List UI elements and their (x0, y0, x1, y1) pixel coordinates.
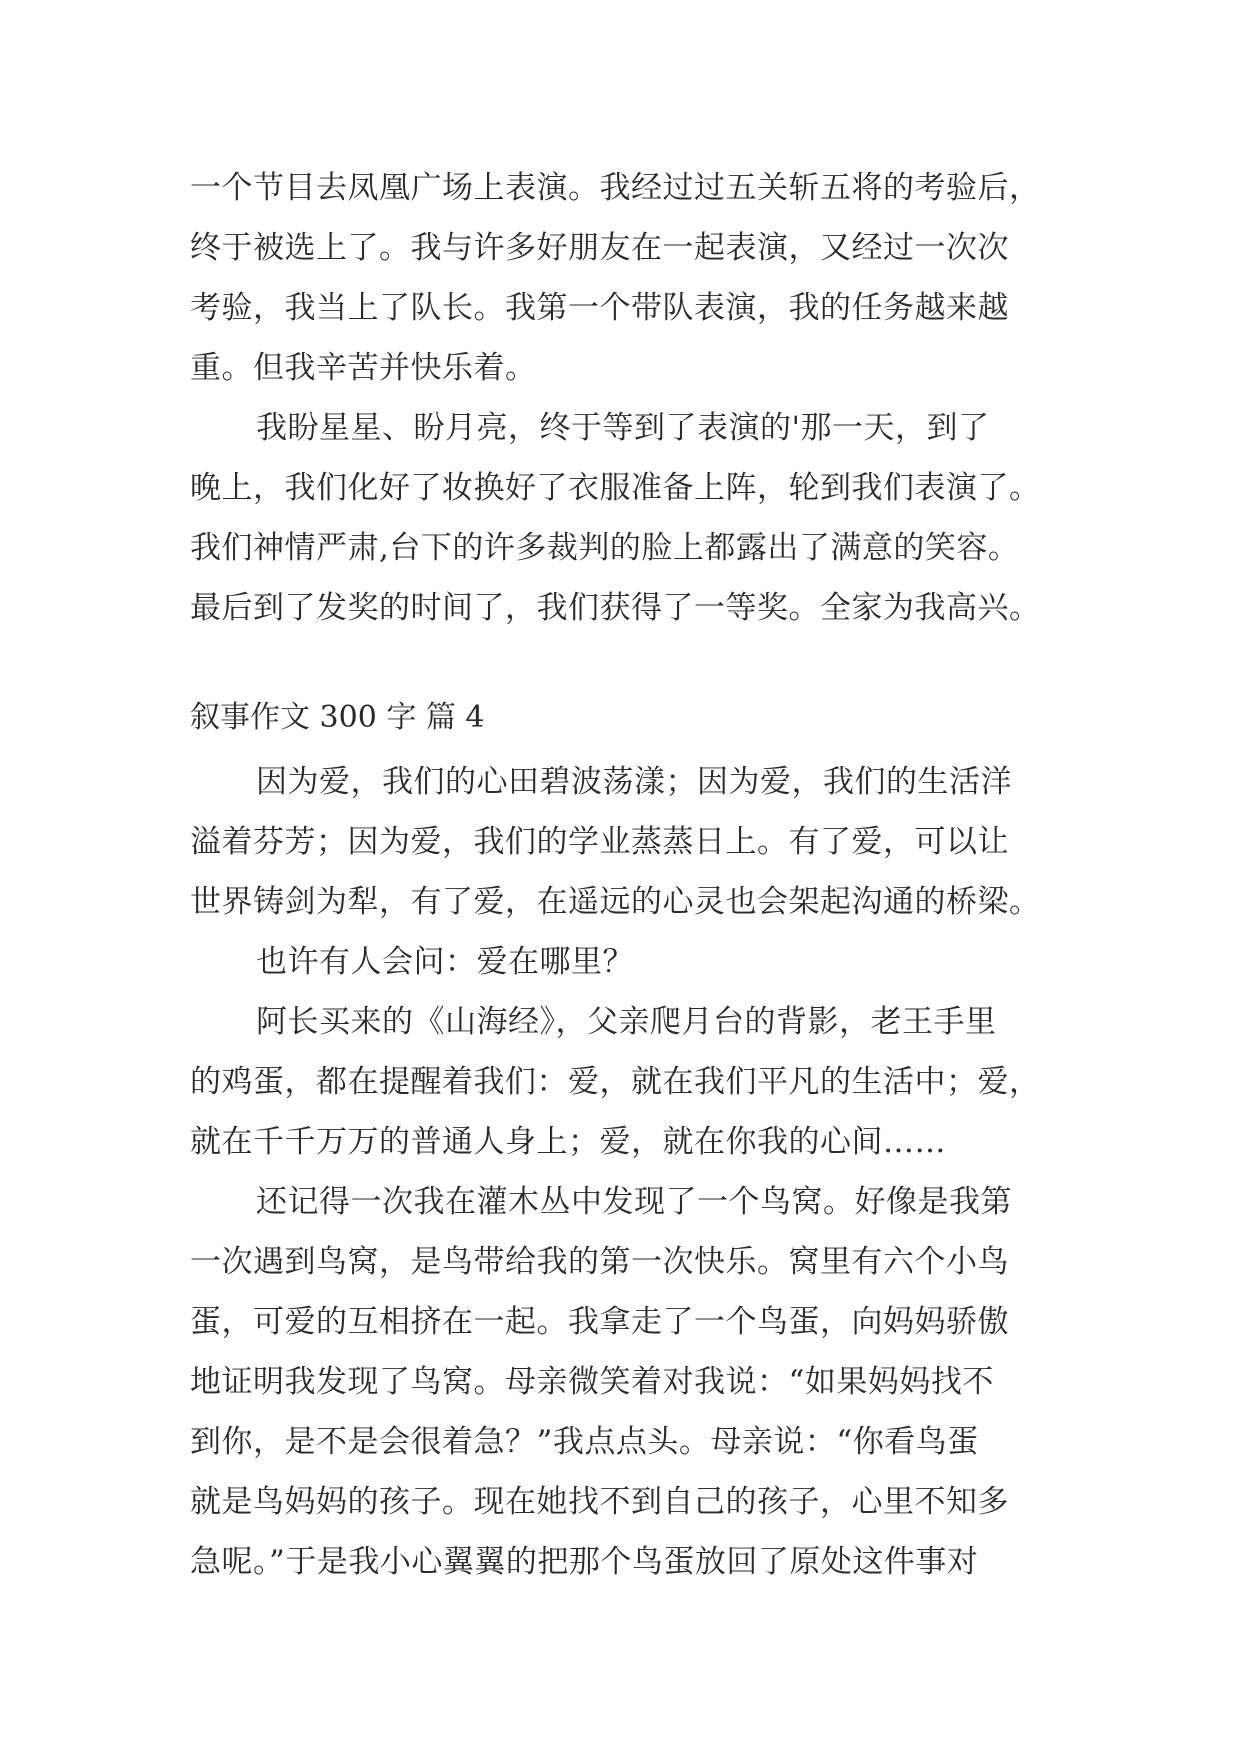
paragraph-6-line-1: 还记得一次我在灌木丛中发现了一个鸟窝。好像是我第 (256, 1184, 1012, 1220)
paragraph-2-line-3: 我们神情严肃,台下的许多裁判的脸上都露出了满意的笑容。 (190, 530, 1020, 566)
paragraph-2-line-2: 晚上，我们化好了妆换好了衣服准备上阵，轮到我们表演了。 (190, 470, 1041, 506)
paragraph-6-line-7: 急呢。”于是我小心翼翼的把那个鸟蛋放回了原处这件事对 (190, 1544, 979, 1580)
paragraph-1-line-2: 终于被选上了。我与许多好朋友在一起表演，又经过一次次 (190, 230, 1009, 266)
paragraph-2-line-4: 最后到了发奖的时间了，我们获得了一等奖。全家为我高兴。 (190, 590, 1041, 626)
paragraph-1-line-3: 考验，我当上了队长。我第一个带队表演，我的任务越来越 (190, 290, 1009, 326)
paragraph-4-line-1: 也许有人会问：爱在哪里？ (256, 944, 634, 980)
paragraph-6-line-3: 蛋，可爱的互相挤在一起。我拿走了一个鸟蛋，向妈妈骄傲 (190, 1304, 1009, 1340)
paragraph-6-line-5: 到你，是不是会很着急？”我点点头。母亲说：“你看鸟蛋 (190, 1424, 979, 1460)
paragraph-5-line-2: 的鸡蛋，都在提醒着我们：爱，就在我们平凡的生活中；爱， (190, 1064, 1041, 1100)
paragraph-5-line-1: 阿长买来的《山海经》，父亲爬月台的背影，老王手里 (256, 1004, 997, 1040)
paragraph-5-line-3: 就在千千万万的普通人身上；爱，就在你我的心间…… (190, 1124, 946, 1160)
paragraph-3-line-1: 因为爱，我们的心田碧波荡漾；因为爱，我们的生活洋 (256, 764, 1012, 800)
paragraph-3-line-3: 世界铸剑为犁，有了爱，在遥远的心灵也会架起沟通的桥梁。 (190, 884, 1041, 920)
section-heading: 叙事作文 300 字 篇 4 (190, 700, 485, 735)
paragraph-6-line-4: 地证明我发现了鸟窝。母亲微笑着对我说：“如果妈妈找不 (190, 1364, 994, 1400)
paragraph-1-line-1: 一个节目去凤凰广场上表演。我经过过五关斩五将的考验后， (190, 170, 1041, 206)
paragraph-2-line-1: 我盼星星、盼月亮，终于等到了表演的'那一天，到了 (256, 410, 990, 446)
paragraph-3-line-2: 溢着芬芳；因为爱，我们的学业蒸蒸日上。有了爱，可以让 (190, 824, 1009, 860)
paragraph-6-line-6: 就是鸟妈妈的孩子。现在她找不到自己的孩子，心里不知多 (190, 1484, 1009, 1520)
paragraph-6-line-2: 一次遇到鸟窝，是鸟带给我的第一次快乐。窝里有六个小鸟 (190, 1244, 1009, 1280)
paragraph-1-line-4: 重。但我辛苦并快乐着。 (190, 350, 537, 386)
